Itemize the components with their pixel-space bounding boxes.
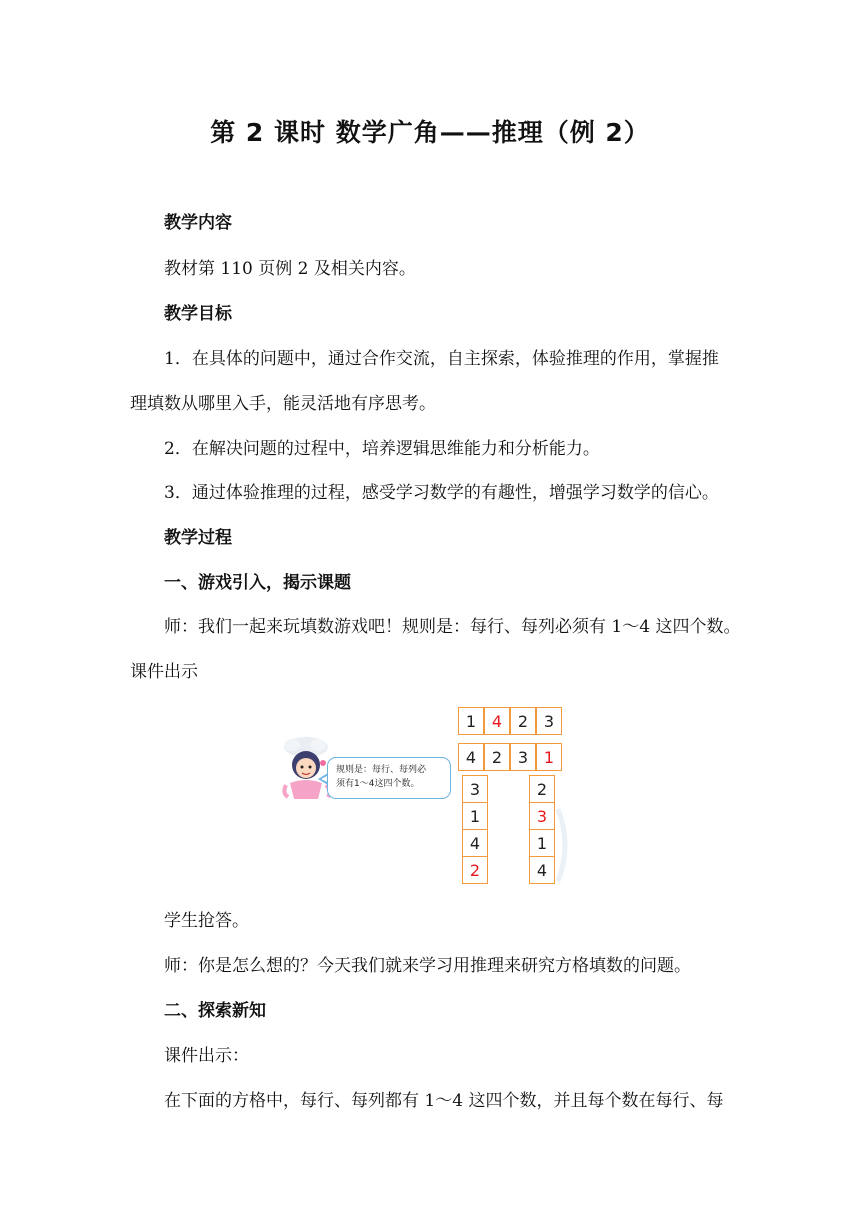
heading-goals: 教学目标	[164, 304, 232, 324]
bubble-line-2: 须有1～4这四个数。	[336, 779, 420, 789]
col2-cell: 4	[529, 856, 555, 884]
row2-cell: 1	[536, 743, 562, 771]
page-title: 第 2 课时 数学广角——推理（例 2）	[210, 118, 650, 147]
col2-cell: 3	[529, 802, 555, 830]
row2-cell: 3	[510, 743, 536, 771]
col1-cell: 1	[462, 802, 488, 830]
goal-2: 2．在解决问题的过程中，培养逻辑思维能力和分析能力。	[164, 439, 600, 459]
row1-cell: 2	[510, 707, 536, 735]
col1-cell: 3	[462, 775, 488, 803]
col1-cell: 4	[462, 829, 488, 857]
heading-content: 教学内容	[164, 213, 232, 233]
teacher-line-2: 师：你是怎么想的？今天我们就来学习用推理来研究方格填数的问题。	[164, 956, 691, 976]
teacher-line-1: 师：我们一起来玩填数游戏吧！规则是：每行、每列必须有 1～4 这四个数。	[164, 617, 741, 637]
decorative-arc-icon	[554, 805, 574, 885]
courseware-label-2: 课件出示：	[164, 1046, 249, 1066]
goal-3: 3．通过体验推理的过程，感受学习数学的有趣性，增强学习数学的信心。	[164, 483, 719, 503]
row2-cell: 4	[458, 743, 484, 771]
courseware-label-1: 课件出示	[130, 662, 198, 682]
col1-cell: 2	[462, 856, 488, 884]
content-text: 教材第 110 页例 2 及相关内容。	[164, 259, 416, 279]
heading-process: 教学过程	[164, 528, 232, 548]
number-puzzle-figure	[278, 705, 578, 887]
row2-cell: 2	[484, 743, 510, 771]
goal-1-line-1: 1．在具体的问题中，通过合作交流，自主探索，体验推理的作用，掌握推	[164, 349, 719, 369]
row1-cell: 4	[484, 707, 510, 735]
row1-cell: 3	[536, 707, 562, 735]
heading-part-1: 一、游戏引入，揭示课题	[164, 573, 351, 593]
heading-part-2: 二、探索新知	[164, 1001, 266, 1021]
col2-cell: 1	[529, 829, 555, 857]
goal-1-line-2: 理填数从哪里入手，能灵活地有序思考。	[130, 394, 436, 414]
col2-cell: 2	[529, 775, 555, 803]
bubble-line-1: 规则是：每行、每列必	[336, 765, 427, 775]
students-answer: 学生抢答。	[164, 911, 249, 931]
problem-text: 在下面的方格中，每行、每列都有 1～4 这四个数，并且每个数在每行、每	[164, 1091, 724, 1111]
row1-cell: 1	[458, 707, 484, 735]
rule-speech-bubble	[327, 757, 451, 799]
